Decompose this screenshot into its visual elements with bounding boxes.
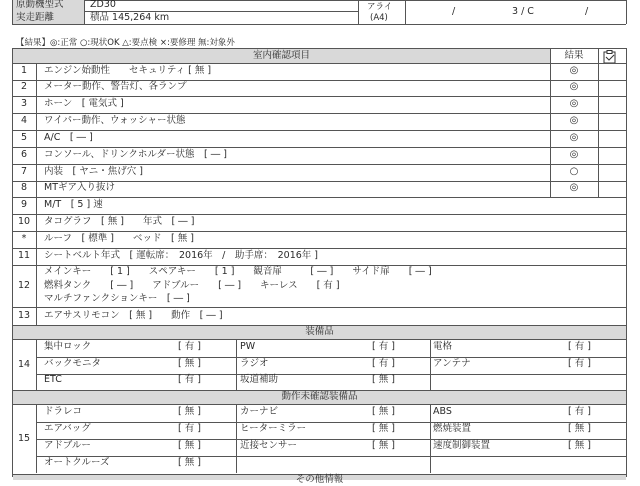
equipment-value: [ 無 ] [568,423,591,434]
equipment-value: [ 無 ] [178,406,201,417]
check-item-text: タコグラフ [ 無 ] 年式 [ ― ] [44,216,195,227]
row-number: 15 [17,433,31,444]
row-number: 8 [20,182,28,193]
check-item-text: A/C [ ― ] [44,132,93,143]
check-item-text: 内装 [ ヤニ・焦げ穴 ] [44,166,143,177]
equipment-value: [ 無 ] [178,457,201,468]
equipment-name: ABS [433,406,452,417]
result-mark: ◎ [569,132,579,143]
row-number: 1 [20,65,28,76]
clipboard-icon [600,49,620,63]
equipment-name: オートクルーズ [44,457,110,468]
row-number: 13 [17,310,31,321]
row-number: 4 [20,115,28,126]
equipment-value: [ 有 ] [568,341,591,352]
equipment-name: アンテナ [433,358,471,369]
equipment-value: [ 有 ] [178,341,201,352]
row-number: * [21,233,27,244]
alignment-sub: (A4) [370,13,388,23]
row-number: 5 [20,132,28,143]
check-item-text: ホーン [ 電気式 ] [44,98,124,109]
equipment-name: アドブルー [44,440,91,451]
key-info-line: 燃料タンク [ ― ] アドブルー [ ― ] キーレス [ 有 ] [44,280,340,291]
equipment-name: ヒーターミラー [240,423,307,434]
equipment-value: [ 無 ] [372,374,395,385]
equipment-name: ドラレコ [44,406,83,417]
equipment-name: 燃焼装置 [433,423,472,434]
row-number: 11 [17,250,31,261]
alignment-value-2: 3 / C [512,6,534,17]
check-item-text: エアサスリモコン [ 無 ] 動作 [ ― ] [44,310,223,321]
equipment-value: [ 無 ] [372,406,395,417]
equipment-name: 集中ロック [44,341,92,352]
equipment-value: [ 無 ] [178,358,201,369]
equipment-name: 近接センサー [240,440,298,451]
equipment-value: [ 有 ] [372,358,395,369]
row-number: 14 [17,359,31,370]
equipment-name: カーナビ [240,406,279,417]
result-mark: ○ [569,166,579,177]
row-number: 3 [20,98,28,109]
result-mark: ◎ [569,98,579,109]
row-number: 9 [20,199,28,210]
check-item-text: シートベルト年式 [ 運転席： 2016年 / 助手席： 2016年 ] [44,250,319,261]
key-info-line: メインキー [ 1 ] スペアキー [ 1 ] 観音扉 [ ― ] サイド扉 [ ― ] [44,266,432,277]
section-header-equipment: 装備品 [305,326,334,337]
equipment-value: [ 無 ] [178,440,201,451]
section-header-interior: 室内確認項目 [252,50,310,61]
equipment-value: [ 有 ] [178,374,201,385]
equipment-value: [ 有 ] [568,406,591,417]
check-item-text: ワイパー動作、ウォッシャー状態 [44,115,186,126]
equipment-value: [ 有 ] [568,358,591,369]
key-info-line: マルチファンクションキー [ ― ] [44,293,190,304]
equipment-name: エアバッグ [44,423,91,434]
result-mark: ◎ [569,115,579,126]
result-mark: ◎ [569,65,579,76]
mileage-label: 実走距離 [16,12,55,23]
check-item-text: MTギア入り抜け [44,182,115,193]
equipment-value: [ 無 ] [372,440,395,451]
result-legend: 【結果】◎:正常 ○:現状OK △:要点検 ×:要修理 無:対象外 [16,38,235,48]
equipment-name: PW [240,341,256,352]
alignment-label: アライ [367,2,393,12]
result-mark: ◎ [569,81,579,92]
result-header: 結果 [564,50,584,61]
equipment-name: バックモニタ [44,358,102,369]
check-item-text: エンジン始動性 セキュリティ [ 無 ] [44,65,212,76]
check-item-text: メーター動作、警告灯、各ランプ [44,81,187,92]
row-number: 2 [20,81,28,92]
row-number: 7 [20,166,28,177]
section-header-other: その他情報 [295,474,344,485]
equipment-name: ETC [44,374,62,385]
check-item-text: M/T [ 5 ] 速 [44,199,103,210]
alignment-value-3: / [585,6,589,17]
check-item-text: コンソール、ドリンクホルダー状態 [ ― ] [44,149,227,160]
equipment-value: [ 無 ] [568,440,591,451]
alignment-value-1: / [452,6,456,17]
equipment-name: 坂道補助 [240,374,279,385]
equipment-name: ラジオ [240,358,269,369]
result-mark: ◎ [569,182,579,193]
equipment-value: [ 無 ] [372,423,395,434]
equipment-name: 速度制御装置 [433,440,491,451]
model-value: ZD30 [90,0,116,10]
mileage-value: 積品 145,264 km [90,12,170,23]
row-number: 6 [20,149,28,160]
equipment-name: 電格 [433,341,453,352]
row-number: 10 [17,216,31,227]
row-number: 12 [17,280,31,291]
equipment-value: [ 有 ] [372,341,395,352]
result-mark: ◎ [569,149,579,160]
section-header-unconfirmed: 動作未確認装備品 [281,391,358,402]
model-label: 原動機型式 [16,0,64,10]
check-item-text: ルーフ [ 標準 ] ベッド [ 無 ] [44,233,194,244]
equipment-value: [ 有 ] [178,423,201,434]
